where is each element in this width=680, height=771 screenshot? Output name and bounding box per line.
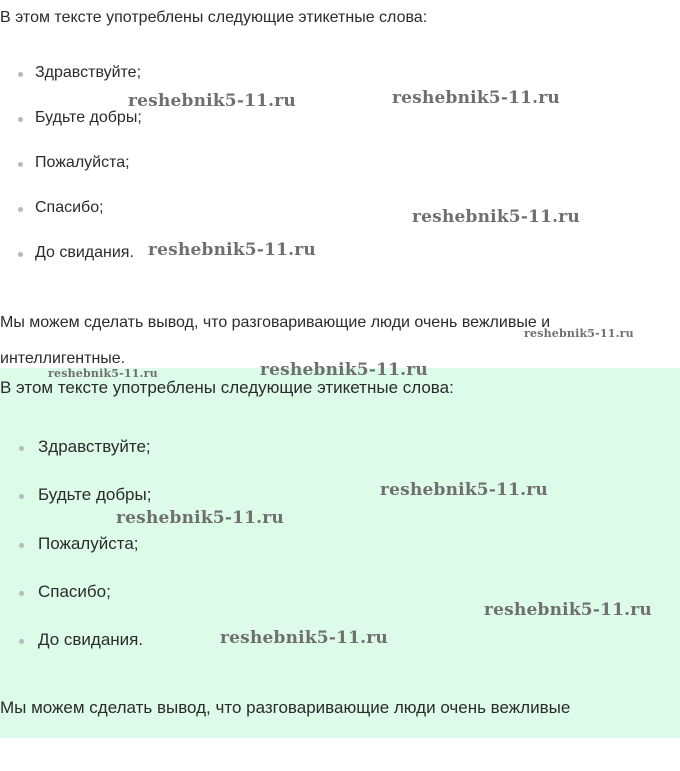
list-item-label: Спасибо; [38,582,111,601]
list-item-label: Пожалуйста; [35,154,130,171]
watermark: reshebnik5-11.ru [484,600,652,620]
watermark: reshebnik5-11.ru [412,207,580,227]
bullet-icon [19,639,24,644]
list-item-label: До свидания. [38,630,144,649]
bullet-icon [18,162,23,167]
list-item-label: Будьте добры; [38,485,152,504]
watermark: reshebnik5-11.ru [116,508,284,528]
bullet-icon [18,72,23,77]
intro-text: В этом тексте употреблены следующие этикетные слова: [0,378,454,397]
watermark: reshebnik5-11.ru [128,91,296,111]
bullet-icon [19,543,24,548]
watermark: reshebnik5-11.ru [148,240,316,260]
list-item-label: Будьте добры; [35,109,142,126]
watermark: reshebnik5-11.ru [380,480,548,500]
bullet-icon [19,591,24,596]
watermark: reshebnik5-11.ru [524,327,634,340]
intro-text: В этом тексте употреблены следующие этикетные слова: [0,9,428,26]
list-item-label: Здравствуйте; [35,64,142,81]
watermark: reshebnik5-11.ru [392,88,560,108]
watermark: reshebnik5-11.ru [260,360,428,380]
list-item-label: Здравствуйте; [38,437,151,456]
list-item-label: До свидания. [35,244,134,261]
bullet-icon [18,252,23,257]
bullet-icon [18,117,23,122]
conclusion-text: Мы можем сделать вывод, что разговаривающие люди очень вежливые и интеллигентные. [0,314,551,367]
text-block-highlighted [0,368,680,738]
conclusion-text: Мы можем сделать вывод, что разговаривающие люди очень вежливые [0,698,571,717]
watermark: reshebnik5-11.ru [48,367,158,380]
bullet-icon [19,494,24,499]
bullet-icon [19,446,24,451]
watermark: reshebnik5-11.ru [220,628,388,648]
list-item-label: Пожалуйста; [38,534,139,553]
bullet-icon [18,207,23,212]
text-block-plain [0,0,680,368]
list-item-label: Спасибо; [35,199,104,216]
